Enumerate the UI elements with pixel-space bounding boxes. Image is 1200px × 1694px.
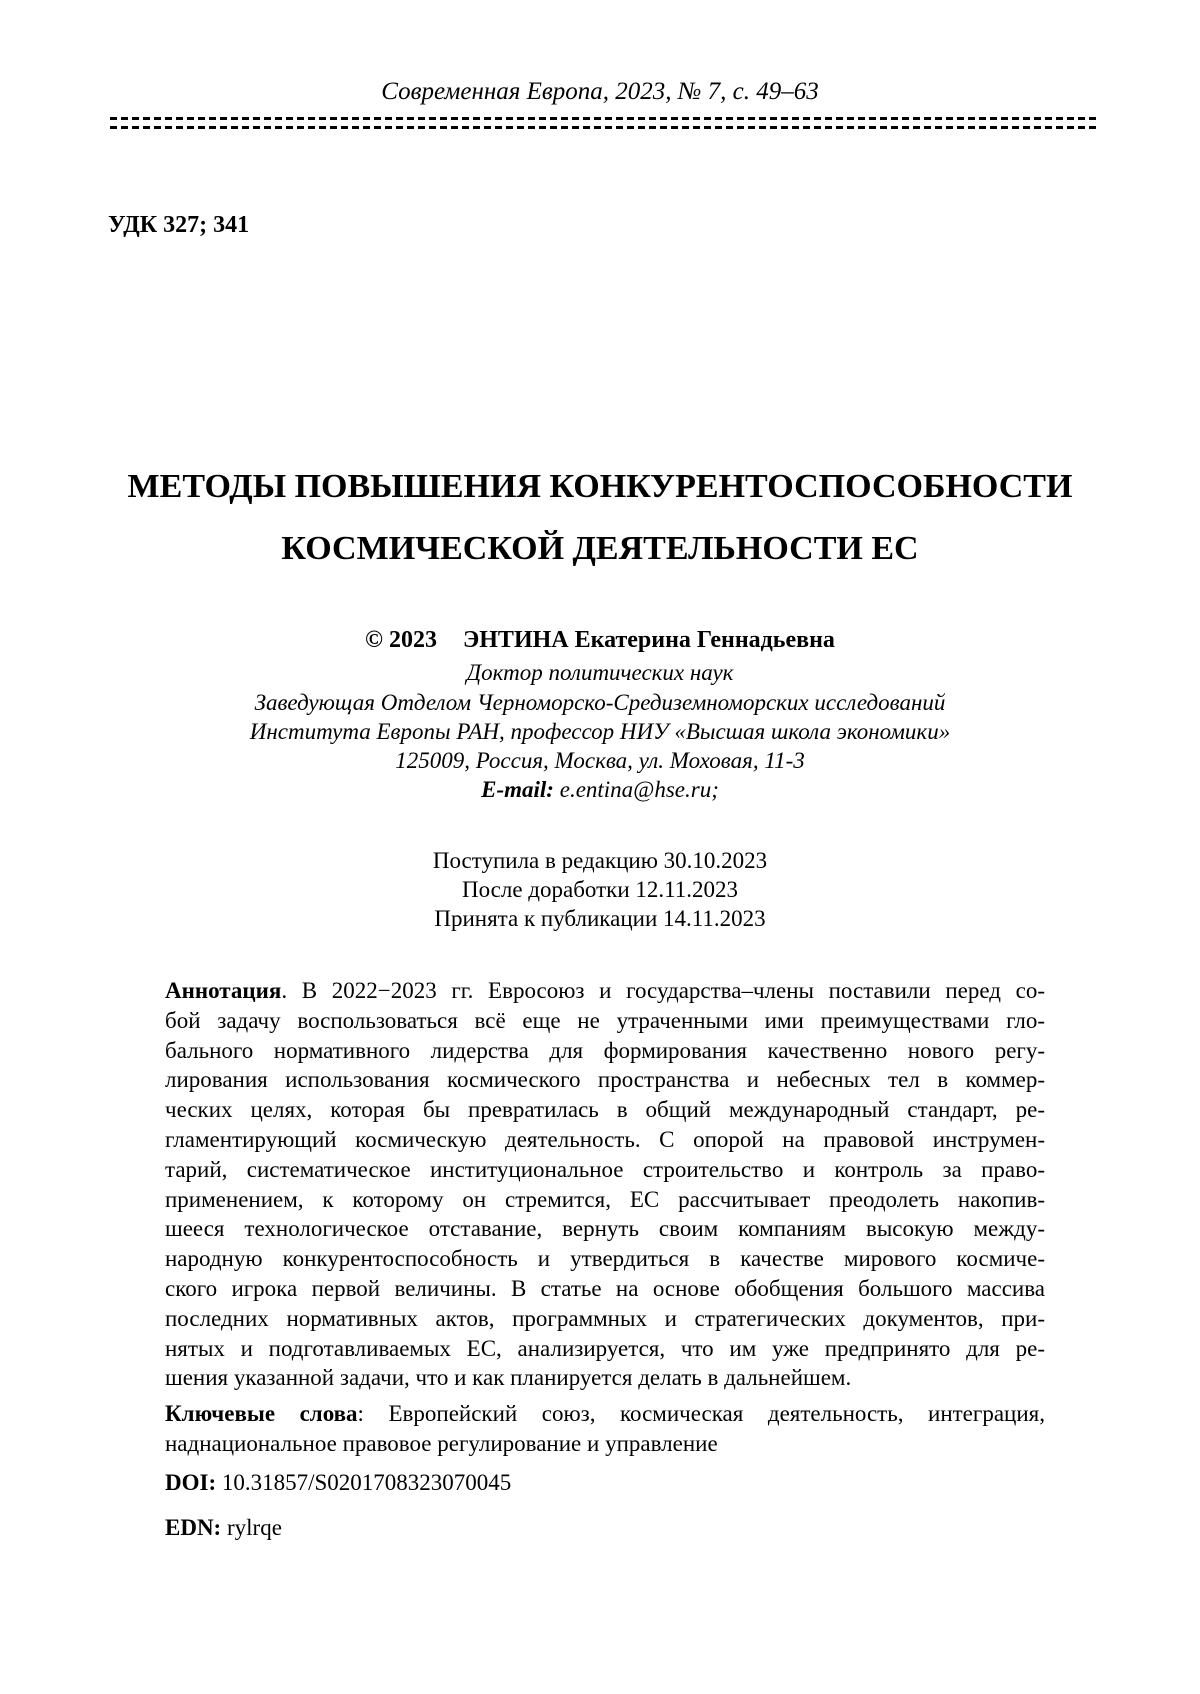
abstract-line: ческих целях, которая бы превратилась в общий международный стандарт, ре- bbox=[165, 1097, 1045, 1123]
keywords-line: наднациональное правовое регулирование и управление bbox=[165, 1431, 718, 1456]
author-line bbox=[0, 627, 1200, 654]
author-position: Заведующая Отделом Черноморско-Средиземноморских исследований bbox=[254, 690, 946, 715]
abstract-line: бой задачу воспользоваться всё еще не утраченными ими преимуществами гло- bbox=[165, 1007, 1045, 1033]
email-address[interactable]: e.entina@hse.ru; bbox=[559, 777, 719, 802]
copyright-year: © 2023 bbox=[365, 627, 437, 653]
abstract-label: Аннотация bbox=[165, 978, 282, 1003]
author-institution: Института Европы РАН, профессор НИУ «Высшая школа экономики» bbox=[249, 719, 951, 744]
author-degree: Доктор политических наук bbox=[466, 660, 734, 685]
keywords-line: Ключевые слова: Европейский союз, космическая деятельность, интеграция, bbox=[165, 1401, 1045, 1426]
author-address: 125009, Россия, Москва, ул. Моховая, 11-3 bbox=[395, 748, 805, 773]
header-double-rule bbox=[110, 117, 1100, 129]
keywords bbox=[165, 1399, 1045, 1459]
email-label: E-mail: bbox=[481, 777, 554, 802]
edn bbox=[165, 1515, 282, 1541]
abstract-line: последних нормативных актов, программных и стратегических документов, при- bbox=[165, 1305, 1045, 1331]
keywords-label: Ключевые слова bbox=[165, 1401, 358, 1426]
journal-header: Современная Европа, 2023, № 7, с. 49–63 bbox=[381, 78, 819, 105]
date-received: Поступила в редакцию 30.10.2023 bbox=[432, 848, 768, 873]
abstract-line: тарий, систематическое институциональное строительство и контроль за право- bbox=[165, 1156, 1045, 1182]
abstract bbox=[165, 976, 1045, 1393]
doi-label: DOI: bbox=[165, 1470, 217, 1495]
abstract-line: бального нормативного лидерства для формирования качественно нового регу- bbox=[165, 1037, 1045, 1063]
edn-value: rylrqe bbox=[226, 1515, 282, 1540]
doi bbox=[165, 1470, 511, 1496]
abstract-line: ского игрока первой величины. В статье на основе обобщения большого массива bbox=[165, 1275, 1045, 1301]
abstract-line: шения указанной задачи, что и как планируется делать в дальнейшем. bbox=[165, 1365, 852, 1391]
abstract-line: нятых и подготавливаемых ЕС, анализируется, что им уже предпринято для ре- bbox=[165, 1335, 1045, 1361]
date-accepted: Принята к публикации 14.11.2023 bbox=[434, 906, 766, 931]
abstract-line: Аннотация. В 2022−2023 гг. Евросоюз и государства–члены поставили перед со- bbox=[165, 978, 1045, 1003]
abstract-line: применением, к которому он стремится, ЕС рассчитывает преодолеть накопив- bbox=[165, 1186, 1045, 1212]
udk-code: УДК 327; 341 bbox=[108, 212, 250, 238]
article-title-line-2: КОСМИЧЕСКОЙ ДЕЯТЕЛЬНОСТИ ЕС bbox=[281, 530, 919, 567]
doi-value[interactable]: 10.31857/S0201708323070045 bbox=[221, 1470, 512, 1495]
author-email bbox=[0, 777, 1200, 803]
abstract-line: лирования использования космического пространства и небесных тел в коммер- bbox=[165, 1067, 1045, 1093]
abstract-line: гламентирующий космическую деятельность. С опорой на правовой инструмен- bbox=[165, 1126, 1045, 1152]
author-name: ЭНТИНА Екатерина Геннадьевна bbox=[462, 627, 835, 653]
date-revised: После доработки 12.11.2023 bbox=[461, 877, 739, 902]
abstract-line: народную конкурентоспособность и утвердиться в качестве мирового космиче- bbox=[165, 1246, 1045, 1272]
article-title-line-1: МЕТОДЫ ПОВЫШЕНИЯ КОНКУРЕНТОСПОСОБНОСТИ bbox=[127, 468, 1073, 505]
abstract-line: шееся технологическое отставание, вернуть своим компаниям высокую между- bbox=[165, 1216, 1045, 1242]
edn-label: EDN: bbox=[165, 1515, 222, 1540]
